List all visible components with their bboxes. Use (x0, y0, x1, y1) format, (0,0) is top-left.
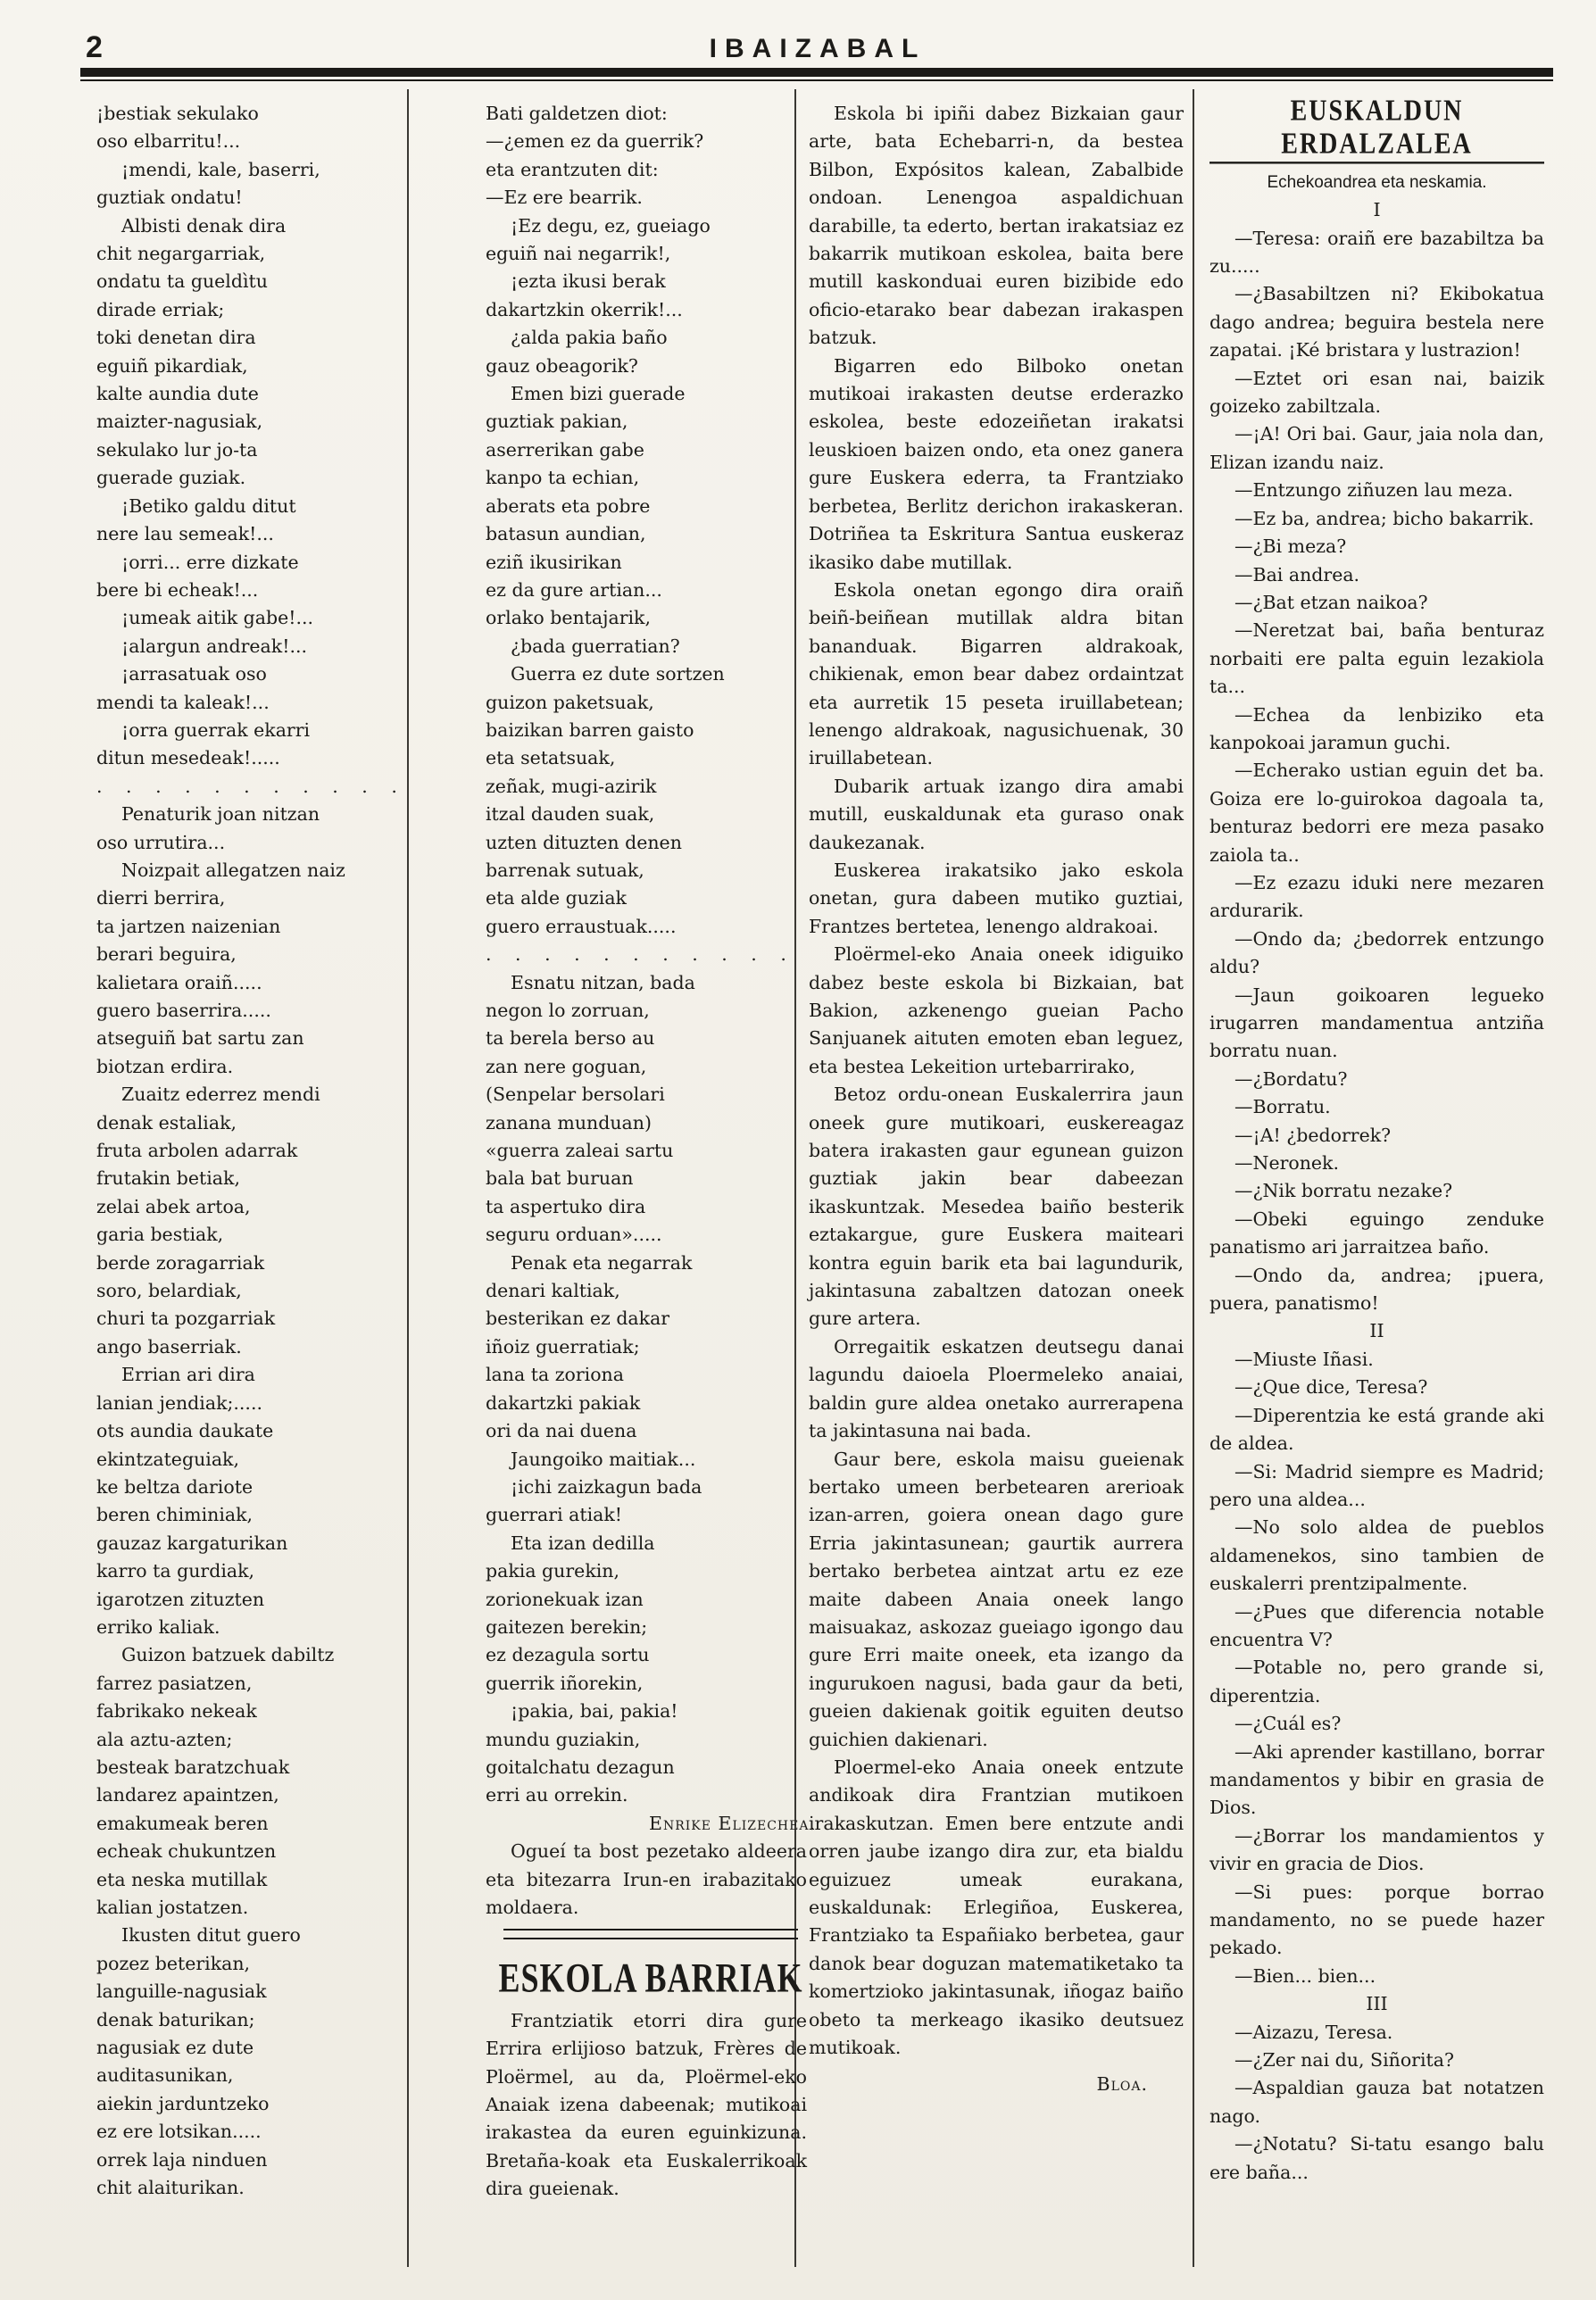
text-line: zelai abek artoa, (96, 1195, 251, 1217)
text-line: landarez apaintzen, (96, 1784, 279, 1806)
poem-signature: Enrike Elizechea. (649, 1812, 816, 1834)
newspaper-title: IBAIZABAL (709, 34, 927, 63)
part-number: II (1369, 1320, 1384, 1342)
text-line: negon lo zorruan, (486, 1000, 650, 1021)
text-line: Emen bizi guerade (511, 383, 686, 405)
text-line: garia bestiak, (96, 1224, 224, 1246)
text-line: batasun aundian, (486, 523, 646, 545)
text-line: Bati galdetzen diot: (486, 103, 668, 124)
text-line: . . . . . . . . . . . (96, 775, 406, 797)
text-line: ¡pakia, bai, pakia! (511, 1700, 678, 1723)
text-line: zanana munduan) (486, 1111, 652, 1133)
page-number: 2 (86, 30, 103, 64)
text-line: ¡alargun andreak!... (121, 635, 307, 657)
text-line: sekulako lur jo-ta (96, 438, 258, 461)
masthead (86, 27, 1550, 70)
text-line: orrek laja ninduen (96, 2148, 268, 2171)
text-line: ta jartzen naizenian (96, 915, 281, 937)
text-line: eziñ ikusirikan (486, 551, 622, 573)
text-line: dakartzkin okerrik!... (486, 298, 683, 320)
dialogue-line: —Neronek. (1234, 1152, 1339, 1175)
text-line: pakia gurekin, (486, 1560, 620, 1582)
article-paragraph: Gaur bere, eskola maisu gueienak bertako umeen berbetearen arerioak izan-arren, goiera onean dago gure Erria jakintasunean; gaurtik aurrera bertako berbetea aintzat artu ez eze maite dabeen Anaia oneek lango maisuakaz, askozaz gueiago igongo dau gure Erri maite oneek, eta izango da ingurukoen nagusi, bada gaur da beti, gueien dakienak goitik eguiten deutso guichien dakienari. (809, 1448, 1184, 1750)
text-line: Zuaitz ederrez mendi (121, 1084, 320, 1106)
text-line: «guerra zaleai sartu (486, 1140, 674, 1162)
text-line: ke beltza dariote (96, 1475, 254, 1498)
text-line: eguiñ nai negarrik!, (486, 243, 671, 265)
text-line: ango baserriak. (96, 1335, 242, 1358)
dialogue-line: —Bien... bien... (1234, 1964, 1376, 1987)
text-line: ekintzateguiak, (96, 1448, 239, 1470)
dialogue-line: —Jaun goikoaren legueko irugarren mandamentua antziña borratu nuan. (1209, 984, 1544, 1062)
article-paragraph: Ploermel-eko Anaia oneek entzute andikoak dira Frantzian mutikoen irakaskutzan. Emen bere entzute andi orren jaube izango dira zur, eta bialdu eguizuez umeak eurakana, euskaldunak: Erlegiñoa, Euskerea, Frantziako ta Españiako berbetea, gaur danok bear doguzan matematiketako ta komertzioko jakintasunak, iñogaz baiño obeto ta merkeago ikasiko deutsuez mutikoak. (809, 1756, 1184, 2059)
text-line: ¡ezta ikusi berak (511, 270, 666, 293)
text-line: ¡umeak aitik gabe!... (121, 607, 314, 629)
column-divider (407, 89, 409, 2267)
text-line: aberats eta pobre (486, 494, 651, 517)
dialogue-line: —Si: Madrid siempre es Madrid; pero una aldea... (1209, 1460, 1544, 1510)
article-paragraph: Ploërmel-eko Anaia oneek idiguiko dabez beste eskola bi Bizkaian, bat Bakion, azkenengo gueian Pacho Sanjuanek aituten emoten eban leguez, eta bestea Lekeition urtebarrirako, (809, 943, 1184, 1077)
article-paragraph: Bigarren edo Bilboko onetan mutikoai irakasten deutse erderazko eskolea, beste edozeiñetan irakatsi leuskioen baizen ondo, eta onez ganera gure Euskera ederra, ta Frantziako berbetea, Berlitz derichon irakaskeran. Dotriñea ta Eskritura Santua euskeraz ikasiko dabe mutillak. (809, 354, 1184, 573)
text-line: kanpo ta echian, (486, 467, 640, 489)
dialogue-line: —Ondo da; ¿bedorrek entzungo aldu? (1209, 927, 1544, 978)
dialogue-line: —Teresa: oraiñ ere bazabiltza ba zu..... (1209, 227, 1544, 278)
text-line: (Senpelar bersolari (486, 1084, 665, 1106)
dialogue-line: —Eztet ori esan nai, baizik goizeko zabiltzala. (1209, 367, 1544, 418)
text-line: auditasunikan, (96, 2064, 234, 2087)
article-column-3 (809, 100, 1184, 2099)
text-line: baizikan barren gaisto (486, 718, 694, 741)
dialogue-line: —¿Bi meza? (1234, 536, 1347, 558)
dialogue-line: —Borratu. (1234, 1096, 1331, 1118)
text-line: —Ez ere bearrik. (486, 187, 643, 209)
text-line: ala aztu-azten; (96, 1728, 233, 1750)
dialogue-line: —¡A! ¿bedorrek? (1234, 1124, 1392, 1146)
text-line: eta erantzuten dit: (486, 158, 659, 180)
dialogue-line: —¿Zer nai du, Siñorita? (1234, 2049, 1454, 2072)
text-line: dierri berrira, (96, 887, 226, 909)
text-line: barrenak sutuak, (486, 859, 644, 881)
text-line: ¿alda pakia baño (511, 327, 668, 349)
text-line: ¡orri... erre dizkate (121, 551, 299, 573)
text-line: oso elbarritu!... (96, 130, 241, 153)
text-line: ¡Betiko galdu ditut (121, 494, 296, 517)
text-line: ditun mesedeak!..... (96, 747, 280, 769)
text-line: ¿bada guerratian? (511, 635, 680, 657)
text-line: oso urrutira... (96, 831, 226, 853)
part-number: III (1366, 1993, 1388, 2015)
text-line: guero baserrira..... (96, 1000, 271, 1021)
text-line: Ikusten ditut guero (121, 1924, 301, 1947)
text-line: kalietara oraiñ..... (96, 971, 262, 993)
text-line: ondatu ta gueldìtu (96, 270, 268, 293)
poem-column-1 (96, 100, 406, 2202)
text-line: eta neska mutillak (96, 1868, 268, 1890)
dialogue-line: —¿Bordatu? (1234, 1067, 1348, 1090)
dialogue-line: —Bai andrea. (1234, 563, 1360, 585)
text-line: gaitezen berekin; (486, 1615, 648, 1638)
text-line: bala bat buruan (486, 1167, 634, 1190)
text-line: —¿emen ez da guerrik? (486, 130, 704, 153)
column-divider (1193, 89, 1194, 2267)
dialogue-line: —¿Notatu? Si-tatu esango balu ere baña... (1209, 2133, 1544, 2183)
text-line: bere bi echeak!... (96, 578, 259, 601)
article-paragraph: Eskola onetan egongo dira oraiñ beiñ-beiñean mutillak aldra bitan bananduak. Bigarren aldrakoak, chikienak, emon bear dabez ordaintzat eta aurretik 15 peseta iruillabetean; lenengo aldrakoak, nagusichuenak, 30 iruillabetean. (809, 578, 1184, 769)
text-line: Penak eta negarrak (511, 1251, 693, 1274)
dialogue-line: —Echerako ustian eguin det ba. Goiza ere lo-guirokoa dagoala ta, benturaz bedorri ere meza pasako zaiola ta.. (1209, 760, 1544, 866)
dialogue-part-2 (1209, 1346, 1544, 1990)
text-line: dirade erriak; (96, 298, 225, 320)
text-line: ez da gure artian... (486, 578, 662, 601)
text-line: beren chiminiak, (96, 1504, 254, 1526)
text-line: ¡ichi zaizkagun bada (511, 1475, 702, 1498)
text-line: chit alaiturikan. (96, 2177, 245, 2199)
dialogue-line: —Ez ba, andrea; bicho bakarrik. (1234, 507, 1534, 529)
dialogue-line: —Ez ezazu iduki nere mezaren ardurarik. (1209, 871, 1544, 922)
text-line: erri au orrekin. (486, 1784, 628, 1806)
text-line: Albisti denak dira (121, 214, 287, 237)
text-line: guerrari atiak! (486, 1504, 623, 1526)
poem-column-2 (486, 100, 816, 2204)
dialogue-line: —¿Basabiltzen ni? Ekibokatua dago andrea; beguira bestela nere zapatai. ¡Ké bristara y lustrazion! (1209, 283, 1544, 361)
text-line: frutakin betiak, (96, 1167, 240, 1190)
text-line: nagusiak ez dute (96, 2037, 254, 2059)
text-line: ¡bestiak sekulako (96, 103, 259, 124)
text-line: ez ere lotsikan..... (96, 2121, 262, 2143)
part-number: I (1373, 199, 1381, 221)
text-line: besterikan ez dakar (486, 1308, 670, 1330)
text-line: toki denetan dira (96, 327, 256, 349)
dialogue-line: —¿Bat etzan naikoa? (1234, 591, 1428, 613)
dialogue-line: —Echea da lenbiziko eta kanpokoai jaramun guchi. (1209, 703, 1544, 753)
text-line: atseguiñ bat sartu zan (96, 1027, 304, 1050)
text-line: Esnatu nitzan, bada (511, 971, 695, 993)
poem-lines (486, 100, 816, 1810)
dialogue-line: —¡A! Ori bai. Gaur, jaia nola dan, Elizan izandu naiz. (1209, 423, 1544, 473)
section-title-eskola-barriak: ESKOLA BARRIAK (498, 1955, 803, 2002)
dialogue-line: —¿Nik borratu nezake? (1234, 1180, 1453, 1202)
dialogue-line: —¿Borrar los mandamientos y vivir en gracia de Dios. (1209, 1824, 1544, 1875)
text-line: gauz obeagorik? (486, 354, 638, 377)
text-line: denari kaltiak, (486, 1280, 620, 1302)
dialogue-part-1 (1209, 225, 1544, 1318)
text-line: . . . . . . . . . . . (486, 943, 795, 966)
dialogue-column-4 (1209, 94, 1544, 2187)
text-line: fruta arbolen adarrak (96, 1140, 298, 1162)
text-line: itzal dauden suak, (486, 803, 655, 826)
article-paragraphs (809, 100, 1184, 2062)
text-line: guztiak pakian, (486, 411, 628, 433)
text-line: biotzan erdira. (96, 1055, 234, 1077)
text-line: ez dezagula sortu (486, 1644, 650, 1666)
text-line: lana ta zoriona (486, 1364, 624, 1386)
text-line: Errian ari dira (121, 1364, 255, 1386)
text-line: nere lau semeak!... (96, 523, 274, 545)
dialogue-line: —¿Pues que diferencia notable encuentra V? (1209, 1600, 1544, 1650)
text-line: zan nere goguan, (486, 1055, 647, 1077)
text-line: emakumeak beren (96, 1812, 269, 1834)
text-line: igarotzen zituzten (96, 1588, 265, 1610)
text-line: guerade guziak. (96, 467, 246, 489)
text-line: zorionekuak izan (486, 1588, 644, 1610)
text-line: karro ta gurdiak, (96, 1560, 255, 1582)
text-line: Noizpait allegatzen naiz (121, 859, 345, 881)
dialogue-line: —No solo aldea de pueblos aldamenekos, sino tambien de euskalerri prentzipalmente. (1209, 1516, 1544, 1595)
text-line: goitalchatu dezagun (486, 1756, 675, 1778)
text-line: ¡mendi, kale, baserri, (121, 158, 320, 180)
dialogue-line: —Neretzat bai, baña benturaz norbaiti ere palta eguin lezakiola ta... (1209, 619, 1544, 698)
dialogue-line: —Obeki eguingo zenduke panatismo ari jarraitzea baño. (1209, 1208, 1544, 1258)
article-paragraph: Orregaitik eskatzen deutsegu danai lagundu daioela Ploermeleko anaiai, baldin gure aldea onetako aurrerapena ta jakintasuna nai bada. (809, 1335, 1184, 1442)
text-line: Penaturik joan nitzan (121, 803, 320, 826)
text-line: berde zoragarriak (96, 1251, 265, 1274)
dialogue-line: —Ondo da, andrea; ¡puera, puera, panatismo! (1209, 1264, 1544, 1315)
text-line: orlako bentajarik, (486, 607, 651, 629)
text-line: eta setatsuak, (486, 747, 616, 769)
text-line: ¡arrasatuak oso (121, 663, 267, 685)
prize-note: Ogueí ta bost pezetako aldeera eta bitezarra Irun-en irabazitako moldaera. (486, 1840, 807, 1918)
text-line: languille-nagusiak (96, 1980, 267, 2003)
text-line: kalian jostatzen. (96, 1897, 249, 1918)
dialogue-line: —¿Cuál es? (1234, 1713, 1342, 1735)
text-line: echeak chukuntzen (96, 1840, 277, 1863)
text-line: fabrikako nekeak (96, 1700, 257, 1723)
text-line: besteak baratzchuak (96, 1756, 290, 1778)
text-line: guero erraustuak..... (486, 915, 677, 937)
text-line: mendi ta kaleak!... (96, 691, 270, 713)
text-line: uzten dituzten denen (486, 831, 682, 853)
text-line: denak estaliak, (96, 1111, 237, 1133)
text-line: Jaungoiko maitiak... (511, 1448, 696, 1470)
text-line: Guerra ez dute sortzen (511, 663, 725, 685)
article-paragraph: Eskola bi ipiñi dabez Bizkaian gaur arte, bata Echebarri-n, da bestea Bilbon, Expósitos kalean, Zabalbide ondoan. Lenengoa aspaldichuan darabille, ta ederto, bertan irakatsiaz ez bakarrik mutikoan eskolea, baita bere mutill kaskonduai euren bizibide edo oficio-etarako bear dabezan irakaspen batzuk. (809, 103, 1184, 349)
dialogue-line: —Aizazu, Teresa. (1234, 2021, 1393, 2043)
text-line: aiekin jarduntzeko (96, 2092, 270, 2114)
text-line: farrez pasiatzen, (96, 1672, 253, 1694)
text-line: soro, belardiak, (96, 1280, 242, 1302)
text-line: chit negargarriak, (96, 243, 266, 265)
masthead-rule (80, 68, 1553, 77)
text-line: eguiñ pikardiak, (96, 354, 248, 377)
article-paragraph: Euskerea irakatsiko jako eskola onetan, gura dabeen mutiko guztiai, Frantzes bertetea, lenengo aldrakoai. (809, 859, 1184, 937)
dialogue-line: —Aspaldian gauza bat notatzen nago. (1209, 2077, 1544, 2127)
section-subtitle: Echekoandrea eta neskamia. (1267, 172, 1487, 192)
dialogue-line: —Entzungo ziñuzen lau meza. (1234, 479, 1514, 502)
text-line: aserrerikan gabe (486, 438, 644, 461)
text-line: eta alde guziak (486, 887, 627, 909)
text-line: Guizon batzuek dabiltz (121, 1644, 335, 1666)
text-line: seguru orduan»..... (486, 1224, 662, 1246)
dialogue-line: —¿Que dice, Teresa? (1234, 1376, 1428, 1399)
article-paragraph: Betoz ordu-onean Euskalerrira jaun oneek gure mutikoari, euskereagaz batera irakasten gaur egunean guizon guztiak jakin bear dabeezan ikaskuntzak. Mesedea baiño besterik eztakargue, gure Euskera maiteari kontra eguin barik eta bai lagundurik, jakintasuna zabaltzen datozan oneek gure artera. (809, 1084, 1184, 1330)
dialogue-line: —Miuste Iñasi. (1234, 1348, 1374, 1370)
text-line: iñoiz guerratiak; (486, 1335, 640, 1358)
text-line: ots aundia daukate (96, 1420, 274, 1442)
text-line: ta berela berso au (486, 1027, 655, 1050)
dialogue-line: —Diperentzia ke está grande aki de aldea. (1209, 1404, 1544, 1455)
text-line: guztiak ondatu! (96, 187, 243, 209)
text-line: lanian jendiak;..... (96, 1391, 262, 1414)
article-paragraph: Dubarik artuak izango dira amabi mutill, euskaldunak eta guraso onak daukezanak. (809, 775, 1184, 853)
section-divider (503, 1929, 798, 1939)
section-title-euskaldun-erdalzalea: EUSKALDUN ERDALZALEA (1209, 95, 1544, 164)
text-line: kalte aundia dute (96, 383, 259, 405)
dialogue-line: —Potable no, pero grande si, diperentzia. (1209, 1656, 1544, 1706)
dialogue-line: —Aki aprender kastillano, borrar mandamentos y bibir en grasia de Dios. (1209, 1740, 1544, 1819)
text-line: zeñak, mugi-azirik (486, 775, 657, 797)
text-line: Eta izan dedilla (511, 1532, 655, 1554)
text-line: guizon paketsuak, (486, 691, 654, 713)
text-line: pozez beterikan, (96, 1952, 251, 1974)
article-signature: Bloa. (1096, 2073, 1148, 2096)
text-line: denak baturikan; (96, 2008, 255, 2030)
text-line: maizter-nagusiak, (96, 411, 263, 433)
text-line: berari beguira, (96, 943, 237, 966)
dialogue-part-3 (1209, 2019, 1544, 2187)
text-line: erriko kaliak. (96, 1615, 220, 1638)
text-line: ¡orra guerrak ekarri (121, 718, 311, 741)
text-line: gauzaz kargaturikan (96, 1532, 288, 1554)
text-line: dakartzki pakiak (486, 1391, 641, 1414)
dialogue-line: —Si pues: porque borrao mandamento, no se puede hazer pekado. (1209, 1881, 1544, 1959)
text-line: ta aspertuko dira (486, 1195, 646, 1217)
masthead-rule-thin (80, 79, 1553, 81)
text-line: ¡Ez degu, ez, gueiago (511, 214, 711, 237)
text-line: ori da nai duena (486, 1420, 637, 1442)
text-line: guerrik iñorekin, (486, 1672, 644, 1694)
section-intro: Frantziatik etorri dira gure Errira erlijioso batzuk, Frères de Ploërmel, au da, Ploërmel-eko Anaiak izena dabeenak; mutikoai irakastea da euren eguinkizuna. Bretaña-koak eta Euskalerrikoak dira gueienak. (486, 2009, 807, 2200)
text-line: mundu guziakin, (486, 1728, 641, 1750)
text-line: churi ta pozgarriak (96, 1308, 276, 1330)
